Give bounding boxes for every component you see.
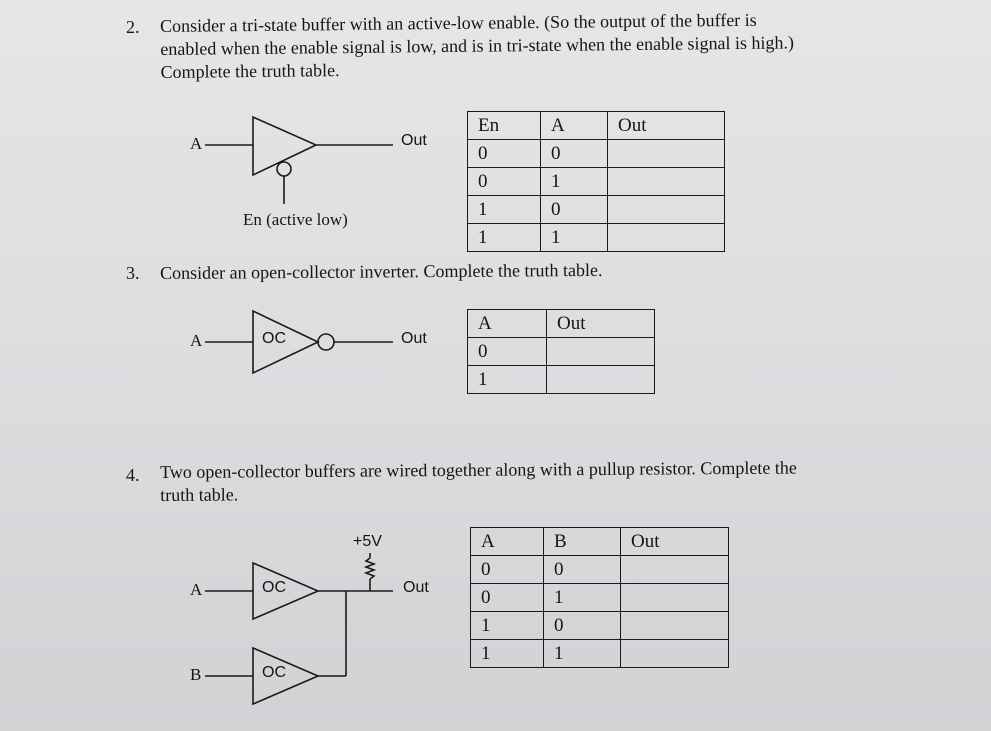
q4-header-a: A [471, 528, 544, 556]
q4-r1-b: 0 [544, 556, 621, 584]
q4-r3-a: 1 [471, 612, 544, 640]
q2-r1-out[interactable] [608, 140, 725, 168]
q2-line-1: Consider a tri-state buffer with an active-low enable. (So the output of the buffer is [160, 9, 757, 36]
q4-oc-buffers-circuit [205, 553, 393, 704]
q2-r4-en: 1 [468, 224, 541, 252]
q4-truth-table [470, 527, 729, 668]
q3-r1-a: 0 [468, 338, 547, 366]
q2-r2-en: 0 [468, 168, 541, 196]
q4-output-label: Out [403, 579, 429, 596]
q3-header-out: Out [547, 310, 655, 338]
table-row [468, 366, 655, 394]
q4-line-1: Two open-collector buffers are wired together along with a pullup resistor. Complete the [160, 457, 797, 482]
q4-r2-b: 1 [544, 584, 621, 612]
q3-r2-a: 1 [468, 366, 547, 394]
q4-r1-a: 0 [471, 556, 544, 584]
table-row [471, 556, 729, 584]
q2-r3-out[interactable] [608, 196, 725, 224]
q4-table-header [471, 528, 729, 556]
q2-line-2: enabled when the enable signal is low, and is in tri-state when the enable signal is high.) [160, 32, 795, 59]
q4-r4-b: 1 [544, 640, 621, 668]
q4-r3-out[interactable] [621, 612, 729, 640]
q3-oc-inverter-symbol [205, 311, 393, 373]
q2-r4-out[interactable] [608, 224, 725, 252]
q3-text: Consider an open-collector inverter. Complete the truth table. [160, 259, 603, 283]
q2-r1-en: 0 [468, 140, 541, 168]
table-row [468, 196, 725, 224]
q2-r3-en: 1 [468, 196, 541, 224]
q4-supply-label: +5V [353, 533, 382, 550]
q4-line-2: truth table. [160, 484, 239, 505]
q2-line-3: Complete the truth table. [160, 60, 340, 82]
q4-r4-a: 1 [471, 640, 544, 668]
q4-input-a-label: A [190, 580, 203, 599]
q2-header-a: A [541, 112, 608, 140]
q2-number: 2. [126, 17, 140, 37]
table-row [468, 168, 725, 196]
q4-number: 4. [126, 465, 140, 485]
q2-r1-a: 0 [541, 140, 608, 168]
q2-r2-out[interactable] [608, 168, 725, 196]
q3-gate-label: OC [262, 330, 286, 347]
table-row [468, 338, 655, 366]
q2-truth-table [467, 111, 725, 252]
q4-r1-out[interactable] [621, 556, 729, 584]
q2-r2-a: 1 [541, 168, 608, 196]
q4-header-b: B [544, 528, 621, 556]
table-row [471, 612, 729, 640]
q2-input-label: A [190, 134, 203, 153]
q4-r2-out[interactable] [621, 584, 729, 612]
q3-header-a: A [468, 310, 547, 338]
q2-header-en: En [468, 112, 541, 140]
q3-table-header [468, 310, 655, 338]
table-row [468, 224, 725, 252]
q4-gate-b-label: OC [262, 664, 286, 681]
q4-r2-a: 0 [471, 584, 544, 612]
table-row [468, 140, 725, 168]
q3-truth-table [467, 309, 655, 394]
q3-r2-out[interactable] [547, 366, 655, 394]
table-row [471, 640, 729, 668]
q3-output-label: Out [401, 330, 427, 347]
q2-enable-label: En (active low) [243, 210, 348, 229]
q2-table-header [468, 112, 725, 140]
q4-text [160, 457, 797, 507]
q3-number: 3. [126, 263, 140, 283]
q2-header-out: Out [608, 112, 725, 140]
q2-tristate-buffer-symbol [205, 117, 393, 204]
q4-gate-a-label: OC [262, 579, 286, 596]
q4-input-b-label: B [190, 665, 202, 684]
q2-r4-a: 1 [541, 224, 608, 252]
q4-header-out: Out [621, 528, 729, 556]
table-row [471, 584, 729, 612]
q2-r3-a: 0 [541, 196, 608, 224]
q3-r1-out[interactable] [547, 338, 655, 366]
q3-input-label: A [190, 331, 203, 350]
q2-output-label: Out [401, 132, 427, 149]
q4-r3-b: 0 [544, 612, 621, 640]
q4-r4-out[interactable] [621, 640, 729, 668]
